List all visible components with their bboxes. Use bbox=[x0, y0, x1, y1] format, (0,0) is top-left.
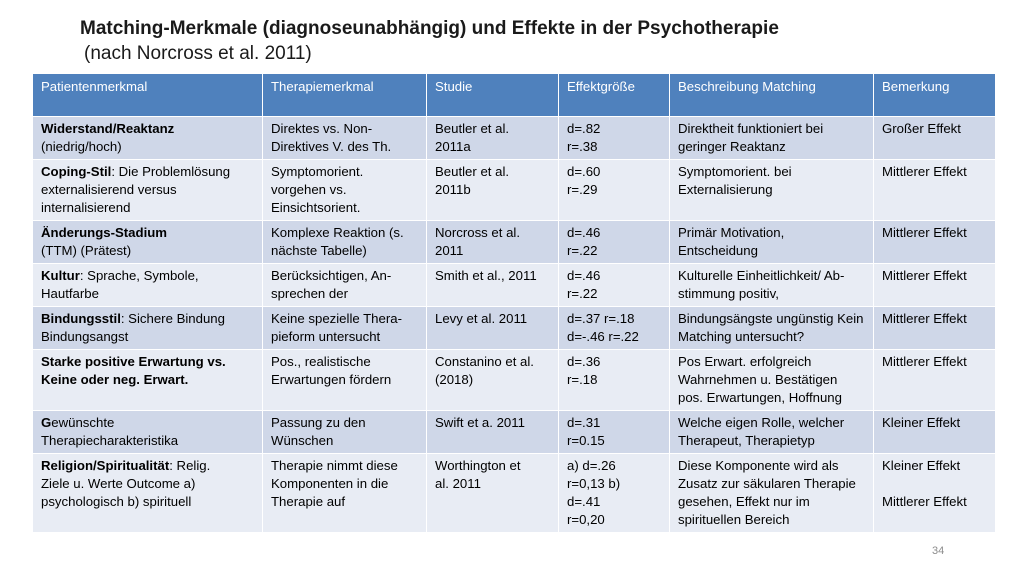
cell-effekt: d=.36 r=.18 bbox=[559, 350, 670, 411]
cell-studie: Beutler et al. 2011a bbox=[427, 117, 559, 160]
cell-beschreibung: Diese Komponente wird als Zusatz zur säkularen Therapie gesehen, Effekt nur im spirituellen Bereich bbox=[670, 454, 874, 533]
cell-patient: Widerstand/Reaktanz (niedrig/hoch) bbox=[33, 117, 263, 160]
bemerkung-line: Mittlerer Effekt bbox=[882, 494, 967, 509]
cell-bemerkung: Mittlerer Effekt bbox=[874, 160, 996, 221]
table-row bbox=[33, 221, 996, 264]
cell-patient: Gewünschte Therapiecharakteristika bbox=[33, 411, 263, 454]
matching-table bbox=[32, 73, 996, 533]
cell-bemerkung: Großer Effekt bbox=[874, 117, 996, 160]
cell-therapie: Pos., realistische Erwartungen fördern bbox=[263, 350, 427, 411]
cell-therapie: Berücksichtigen, An-sprechen der bbox=[263, 264, 427, 307]
cell-patient: Religion/Spiritualität: Relig. Ziele u. Werte Outcome a) psychologisch b) spirituell bbox=[33, 454, 263, 533]
cell-effekt: d=.46 r=.22 bbox=[559, 221, 670, 264]
slide-title: Matching-Merkmale (diagnoseunabhängig) und Effekte in der Psychotherapie bbox=[80, 18, 779, 39]
table-header-row bbox=[33, 74, 996, 117]
table-row bbox=[33, 160, 996, 221]
cell-bemerkung bbox=[874, 454, 996, 533]
cell-beschreibung: Kulturelle Einheitlichkeit/ Ab-stimmung positiv, bbox=[670, 264, 874, 307]
cell-effekt: d=.82 r=.38 bbox=[559, 117, 670, 160]
cell-bemerkung: Kleiner Effekt bbox=[874, 411, 996, 454]
cell-bemerkung: Mittlerer Effekt bbox=[874, 264, 996, 307]
cell-beschreibung: Direktheit funktioniert bei geringer Reaktanz bbox=[670, 117, 874, 160]
cell-effekt: d=.31 r=0.15 bbox=[559, 411, 670, 454]
table-row bbox=[33, 411, 996, 454]
table-row bbox=[33, 350, 996, 411]
page-number: 34 bbox=[932, 545, 945, 557]
cell-studie: Swift et a. 2011 bbox=[427, 411, 559, 454]
cell-studie: Constanino et al. (2018) bbox=[427, 350, 559, 411]
cell-beschreibung: Bindungsängste ungünstig Kein Matching untersucht? bbox=[670, 307, 874, 350]
cell-beschreibung: Welche eigen Rolle, welcher Therapeut, Therapietyp bbox=[670, 411, 874, 454]
header-patientenmerkmal: Patientenmerkmal bbox=[33, 74, 263, 117]
cell-beschreibung: Primär Motivation, Entscheidung bbox=[670, 221, 874, 264]
cell-effekt: d=.37 r=.18 d=-.46 r=.22 bbox=[559, 307, 670, 350]
header-bemerkung: Bemerkung bbox=[874, 74, 996, 117]
cell-effekt: d=.60 r=.29 bbox=[559, 160, 670, 221]
cell-studie: Worthington et al. 2011 bbox=[427, 454, 559, 533]
cell-patient: Kultur: Sprache, Symbole, Hautfarbe bbox=[33, 264, 263, 307]
cell-therapie: Symptomorient. vorgehen vs. Einsichtsorient. bbox=[263, 160, 427, 221]
cell-therapie: Therapie nimmt diese Komponenten in die Therapie auf bbox=[263, 454, 427, 533]
header-effektgroesse: Effektgröße bbox=[559, 74, 670, 117]
header-therapiemerkmal: Therapiemerkmal bbox=[263, 74, 427, 117]
cell-studie: Levy et al. 2011 bbox=[427, 307, 559, 350]
table-row bbox=[33, 307, 996, 350]
header-beschreibung: Beschreibung Matching bbox=[670, 74, 874, 117]
cell-studie: Beutler et al. 2011b bbox=[427, 160, 559, 221]
cell-effekt: d=.46 r=.22 bbox=[559, 264, 670, 307]
cell-therapie: Keine spezielle Thera-pieform untersucht bbox=[263, 307, 427, 350]
cell-beschreibung: Symptomorient. bei Externalisierung bbox=[670, 160, 874, 221]
cell-therapie: Direktes vs. Non-Direktives V. des Th. bbox=[263, 117, 427, 160]
slide-subtitle: (nach Norcross et al. 2011) bbox=[84, 43, 312, 64]
table-row bbox=[33, 454, 996, 533]
bemerkung-line: Kleiner Effekt bbox=[882, 458, 961, 473]
cell-studie: Smith et al., 2011 bbox=[427, 264, 559, 307]
cell-patient: Starke positive Erwartung vs. Keine oder neg. Erwart. bbox=[33, 350, 263, 411]
cell-therapie: Passung zu den Wünschen bbox=[263, 411, 427, 454]
cell-patient: Coping-Stil: Die Problemlösung externalisierend versus internalisierend bbox=[33, 160, 263, 221]
cell-therapie: Komplexe Reaktion (s. nächste Tabelle) bbox=[263, 221, 427, 264]
cell-bemerkung: Mittlerer Effekt bbox=[874, 307, 996, 350]
cell-beschreibung: Pos Erwart. erfolgreich Wahrnehmen u. Bestätigen pos. Erwartungen, Hoffnung bbox=[670, 350, 874, 411]
cell-studie: Norcross et al. 2011 bbox=[427, 221, 559, 264]
cell-patient: Bindungsstil: Sichere Bindung Bindungsangst bbox=[33, 307, 263, 350]
table-row bbox=[33, 117, 996, 160]
header-studie: Studie bbox=[427, 74, 559, 117]
table-row bbox=[33, 264, 996, 307]
cell-bemerkung: Mittlerer Effekt bbox=[874, 221, 996, 264]
cell-patient: Änderungs-Stadium (TTM) (Prätest) bbox=[33, 221, 263, 264]
cell-bemerkung: Mittlerer Effekt bbox=[874, 350, 996, 411]
cell-effekt: a) d=.26 r=0,13 b) d=.41 r=0,20 bbox=[559, 454, 670, 533]
